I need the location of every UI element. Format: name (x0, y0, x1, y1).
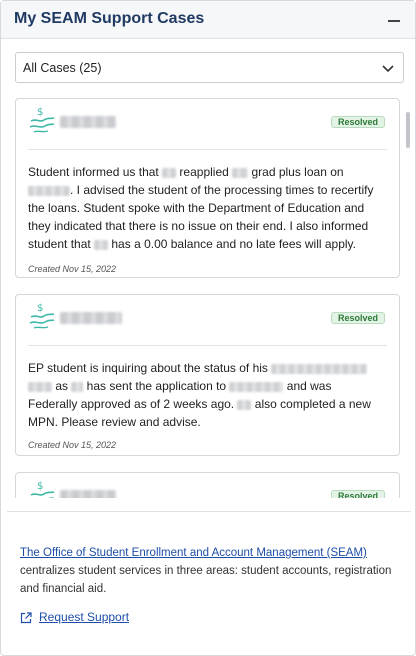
redacted-text (162, 168, 176, 178)
case-card[interactable] (15, 472, 400, 498)
seam-info-text: centralizes student services in three areas: student accounts, registration and financial aid. (20, 565, 392, 595)
minus-icon (388, 20, 400, 22)
case-filter-select[interactable] (15, 52, 404, 83)
svg-text:$: $ (37, 303, 44, 314)
description-text: as (52, 379, 72, 393)
description-text: reapplied (176, 165, 233, 179)
money-hand-icon (28, 479, 56, 498)
redacted-text (71, 382, 83, 392)
description-text: and was Federally approved as of 2 weeks ago. (28, 379, 332, 411)
case-created-date: Created Nov 15, 2022 (28, 440, 117, 450)
case-card[interactable] (15, 98, 400, 278)
request-support-label: Request Support (39, 610, 130, 624)
panel-title: My SEAM Support Cases (14, 10, 205, 27)
case-filter-value: All Cases (25) (23, 61, 102, 75)
footer-divider (7, 511, 411, 512)
external-link-icon (20, 612, 32, 624)
case-name-redacted (60, 312, 122, 324)
redacted-text (229, 382, 283, 392)
money-hand-icon (28, 301, 56, 331)
description-text: has a 0.00 balance and no late fees will apply. (108, 237, 356, 251)
svg-text:$: $ (37, 481, 44, 492)
description-text: has sent the application to (83, 379, 230, 393)
svg-text:$: $ (37, 107, 44, 118)
collapse-button[interactable] (387, 13, 401, 27)
case-card[interactable] (15, 294, 400, 456)
scrollbar-thumb[interactable] (406, 112, 410, 148)
redacted-text (28, 382, 52, 392)
description-text: grad plus loan on (248, 165, 344, 179)
case-created-date: Created Nov 15, 2022 (28, 264, 117, 274)
cases-list[interactable] (15, 96, 411, 498)
case-name-redacted (60, 116, 116, 128)
case-name-redacted (60, 490, 116, 498)
divider (28, 345, 387, 346)
seam-info (20, 544, 400, 598)
redacted-text (94, 240, 108, 250)
chevron-down-icon (381, 61, 395, 75)
seam-office-link[interactable]: The Office of Student Enrollment and Account Management (SEAM) (20, 547, 367, 559)
case-description (28, 359, 380, 431)
money-hand-icon (28, 105, 56, 135)
description-text: EP student is inquiring about the status of his (28, 361, 272, 375)
panel-header (1, 1, 415, 39)
description-text: also completed a new MPN. Please review and advise. (28, 397, 371, 429)
description-text: . I advised the student of the processing times to recertify the loans. Student spoke with the Department of Education and they indicated that there is no issue on their end. I also informed student that (28, 183, 374, 251)
redacted-text (271, 364, 367, 374)
case-description (28, 163, 380, 253)
redacted-text (28, 186, 70, 196)
description-text: Student informed us that (28, 165, 163, 179)
cases-scrollbar[interactable] (405, 98, 411, 498)
divider (28, 149, 387, 150)
redacted-text (232, 168, 248, 178)
status-badge: Resolved (331, 116, 385, 128)
status-badge: Resolved (331, 312, 385, 324)
status-badge: Resolved (331, 490, 385, 498)
redacted-text (237, 400, 251, 410)
